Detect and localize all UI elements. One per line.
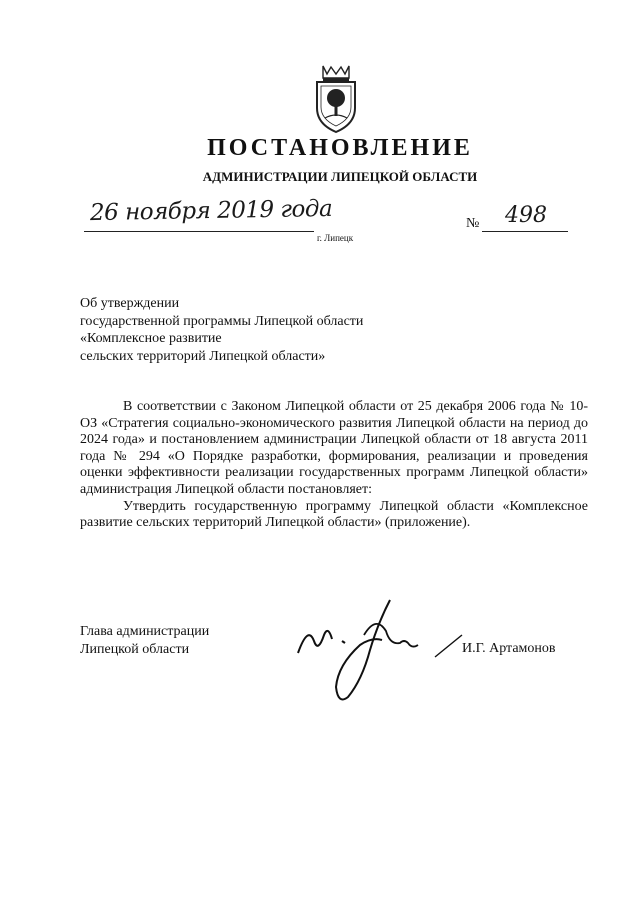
- number-sign: №: [466, 216, 480, 231]
- body-text: [80, 399, 588, 532]
- signatory-position: [80, 623, 209, 658]
- number-underline: [482, 231, 568, 232]
- handwritten-signature: [290, 595, 465, 705]
- document-subtitle: АДМИНИСТРАЦИИ ЛИПЕЦКОЙ ОБЛАСТИ: [202, 169, 478, 184]
- date-underline: [84, 231, 314, 232]
- document-title: ПОСТАНОВЛЕНИЕ: [207, 135, 473, 161]
- city-label: г. Липецк: [317, 233, 354, 243]
- handwritten-number: 498: [505, 203, 547, 228]
- handwritten-date: 26 ноября 2019 года: [89, 195, 333, 227]
- body-paragraph: Утвердить государственную программу Липецкой области «Комплексное развитие сельских территорий Липецкой области» (приложение).: [80, 498, 588, 531]
- subject-block: [80, 295, 363, 365]
- body-paragraph: В соответствии с Законом Липецкой области от 25 декабря 2006 года № 10-ОЗ «Стратегия социально-экономического развития Липецкой области на период до 2024 года» и постановлением администрации Липецкой области от 18 августа 2011 года № 294 «О Порядке разработки, формирования, реализации и проведения оценки эффективности реализации государственных программ Липецкой области» администрация Липецкой области постановляет:: [80, 399, 588, 497]
- subject-line: сельских территорий Липецкой области»: [80, 348, 326, 364]
- subject-line: «Комплексное развитие: [80, 331, 222, 346]
- position-line: Глава администрации: [80, 624, 210, 639]
- subject-line: Об утверждении: [80, 296, 180, 311]
- position-line: Липецкой области: [80, 641, 190, 657]
- signatory-name: И.Г. Артамонов: [462, 641, 556, 656]
- subject-line: государственной программы Липецкой области: [80, 313, 364, 329]
- coat-of-arms-emblem: [313, 64, 359, 134]
